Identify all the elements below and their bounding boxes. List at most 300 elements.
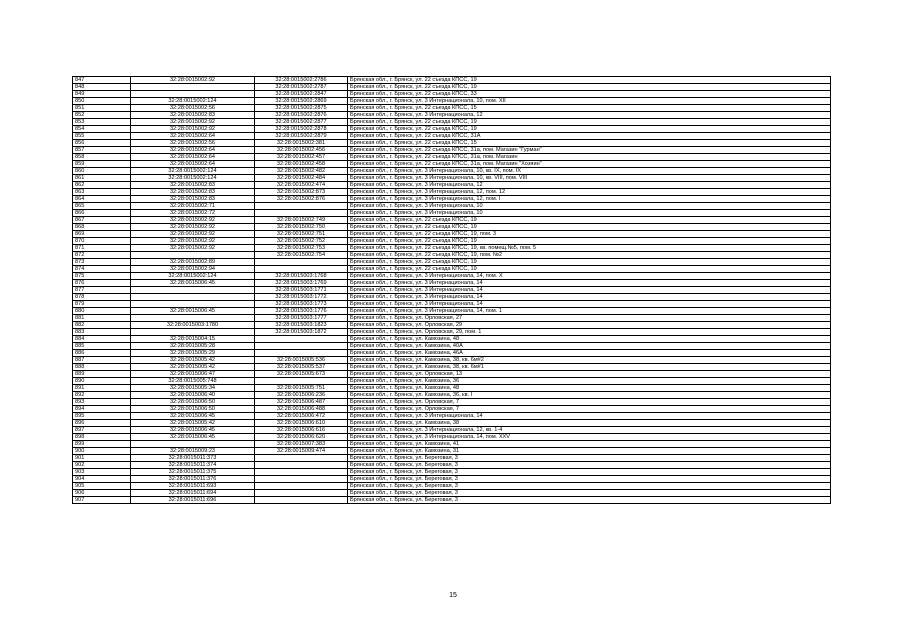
row-number-cell: 851 — [73, 105, 131, 112]
table-row — [73, 497, 831, 504]
row-number-cell: 887 — [73, 357, 131, 364]
object-cadastral-number-cell: 32:28:0015006:610 — [255, 420, 348, 427]
row-number-cell: 867 — [73, 217, 131, 224]
table-row — [73, 329, 831, 336]
object-cadastral-number-cell: 32:28:0015003:1769 — [255, 280, 348, 287]
table-row — [73, 238, 831, 245]
object-cadastral-number-cell: 32:28:0015006:472 — [255, 413, 348, 420]
table-row — [73, 350, 831, 357]
table-row — [73, 455, 831, 462]
object-cadastral-number-cell — [255, 462, 348, 469]
land-cadastral-number-cell: 32:28:0015011:373 — [131, 455, 255, 462]
land-cadastral-number-cell: 32:28:0015009:23 — [131, 448, 255, 455]
land-cadastral-number-cell: 32:28:0015006:40 — [131, 392, 255, 399]
land-cadastral-number-cell: 32:28:0015006:45 — [131, 308, 255, 315]
object-cadastral-number-cell — [255, 336, 348, 343]
land-cadastral-number-cell: 32:28:0015003:1780 — [131, 322, 255, 329]
object-cadastral-number-cell: 32:28:0015003:1823 — [255, 322, 348, 329]
address-cell: Брянская обл., г. Брянск, ул. 22 съезда КПСС, 31а, пом. Магазин "Хозяин" — [348, 161, 831, 168]
land-cadastral-number-cell: 32:28:0015005:748 — [131, 378, 255, 385]
table-row — [73, 427, 831, 434]
row-number-cell: 858 — [73, 154, 131, 161]
table-row — [73, 112, 831, 119]
object-cadastral-number-cell — [255, 469, 348, 476]
object-cadastral-number-cell: 32:28:0015003:1772 — [255, 294, 348, 301]
row-number-cell: 902 — [73, 462, 131, 469]
table-row — [73, 91, 831, 98]
address-cell: Брянская обл., г. Брянск, ул. Береговая, 3 — [348, 462, 831, 469]
address-cell: Брянская обл., г. Брянск, ул. Орловская, 7 — [348, 406, 831, 413]
address-cell: Брянская обл., г. Брянск, ул. 3 Интернационала, 14 — [348, 287, 831, 294]
land-cadastral-number-cell: 32:28:0015006:45 — [131, 280, 255, 287]
row-number-cell: 873 — [73, 259, 131, 266]
address-cell: Брянская обл., г. Брянск, ул. Орловская, 29 — [348, 322, 831, 329]
address-cell: Брянская обл., г. Брянск, ул. 3 Интернационала, 12 — [348, 112, 831, 119]
object-cadastral-number-cell: 32:28:0015009:474 — [255, 448, 348, 455]
land-cadastral-number-cell: 32:28:0015005:42 — [131, 420, 255, 427]
address-cell: Брянская обл., г. Брянск, ул. Береговая, 3 — [348, 469, 831, 476]
object-cadastral-number-cell: 32:28:0015002:2786 — [255, 77, 348, 84]
address-cell: Брянская обл., г. Брянск, ул. 22 съезда КПСС, 19 — [348, 266, 831, 273]
table-row — [73, 196, 831, 203]
row-number-cell: 874 — [73, 266, 131, 273]
row-number-cell: 872 — [73, 252, 131, 259]
row-number-cell: 886 — [73, 350, 131, 357]
land-cadastral-number-cell: 32:28:0015002:89 — [131, 259, 255, 266]
object-cadastral-number-cell — [255, 210, 348, 217]
row-number-cell: 864 — [73, 196, 131, 203]
table-row — [73, 189, 831, 196]
address-cell: Брянская обл., г. Брянск, ул. 3 Интернационала, 12, кв. 1-4 — [348, 427, 831, 434]
land-cadastral-number-cell: 32:28:0015002:83 — [131, 189, 255, 196]
object-cadastral-number-cell: 32:28:0015006:488 — [255, 406, 348, 413]
table-row — [73, 399, 831, 406]
object-cadastral-number-cell: 32:28:0015002:2878 — [255, 126, 348, 133]
land-cadastral-number-cell: 32:28:0015002:64 — [131, 161, 255, 168]
table-row — [73, 154, 831, 161]
object-cadastral-number-cell: 32:28:0015002:751 — [255, 231, 348, 238]
land-cadastral-number-cell: 32:28:0015005:42 — [131, 357, 255, 364]
address-cell: Брянская обл., г. Брянск, ул. Камозина, 31 — [348, 448, 831, 455]
table-row — [73, 469, 831, 476]
table-row — [73, 308, 831, 315]
object-cadastral-number-cell: 32:28:0015002:753 — [255, 245, 348, 252]
table-row — [73, 119, 831, 126]
land-cadastral-number-cell: 32:28:0015006:50 — [131, 406, 255, 413]
address-cell: Брянская обл., г. Брянск, ул. 3 Интернационала, 10 — [348, 210, 831, 217]
address-cell: Брянская обл., г. Брянск, ул. Камозина, 38 — [348, 420, 831, 427]
object-cadastral-number-cell: 32:28:0015005:537 — [255, 364, 348, 371]
table-row — [73, 448, 831, 455]
land-cadastral-number-cell: 32:28:0015002:64 — [131, 147, 255, 154]
table-row — [73, 343, 831, 350]
row-number-cell: 860 — [73, 168, 131, 175]
object-cadastral-number-cell: 32:28:0015002:752 — [255, 238, 348, 245]
row-number-cell: 906 — [73, 490, 131, 497]
table-row — [73, 105, 831, 112]
address-cell: Брянская обл., г. Брянск, ул. 22 съезда КПСС, 31а, пом. Магазин "Гурман" — [348, 147, 831, 154]
address-cell: Брянская обл., г. Брянск, ул. 22 съезда КПСС, 19 — [348, 77, 831, 84]
address-cell: Брянская обл., г. Брянск, ул. Береговая, 3 — [348, 455, 831, 462]
table-row — [73, 385, 831, 392]
table-row — [73, 84, 831, 91]
row-number-cell: 894 — [73, 406, 131, 413]
address-cell: Брянская обл., г. Брянск, ул. 22 съезда КПСС, 31а, пом. Магазин — [348, 154, 831, 161]
table-row — [73, 483, 831, 490]
address-cell: Брянская обл., г. Брянск, ул. 22 съезда КПСС, 19 — [348, 224, 831, 231]
land-cadastral-number-cell — [131, 301, 255, 308]
land-cadastral-number-cell: 32:28:0015002:124 — [131, 175, 255, 182]
land-cadastral-number-cell: 32:28:0015002:92 — [131, 224, 255, 231]
land-cadastral-number-cell: 32:28:0015002:83 — [131, 182, 255, 189]
row-number-cell: 857 — [73, 147, 131, 154]
table-row — [73, 168, 831, 175]
row-number-cell: 904 — [73, 476, 131, 483]
table-row — [73, 175, 831, 182]
table-row — [73, 245, 831, 252]
address-cell: Брянская обл., г. Брянск, ул. Камозина, 38, кв. 6м#2 — [348, 357, 831, 364]
object-cadastral-number-cell: 32:28:0015002:2875 — [255, 105, 348, 112]
object-cadastral-number-cell: 32:28:0015002:2877 — [255, 119, 348, 126]
table-row — [73, 336, 831, 343]
land-cadastral-number-cell — [131, 91, 255, 98]
land-cadastral-number-cell: 32:28:0015002:92 — [131, 126, 255, 133]
object-cadastral-number-cell: 32:28:0015005:751 — [255, 385, 348, 392]
address-cell: Брянская обл., г. Брянск, ул. 3 Интернационала, 14, пом. XXV — [348, 434, 831, 441]
land-cadastral-number-cell — [131, 287, 255, 294]
land-cadastral-number-cell — [131, 294, 255, 301]
row-number-cell: 871 — [73, 245, 131, 252]
address-cell: Брянская обл., г. Брянск, ул. 22 съезда КПСС, 31А — [348, 133, 831, 140]
table-row — [73, 490, 831, 497]
object-cadastral-number-cell: 32:28:0015003:1777 — [255, 315, 348, 322]
object-cadastral-number-cell: 32:28:0015007:383 — [255, 441, 348, 448]
table-row — [73, 441, 831, 448]
land-cadastral-number-cell: 32:28:0015002:92 — [131, 77, 255, 84]
address-cell: Брянская обл., г. Брянск, ул. Камозина, 46А — [348, 350, 831, 357]
table-row — [73, 147, 831, 154]
address-cell: Брянская обл., г. Брянск, ул. Камозина, 48 — [348, 336, 831, 343]
object-cadastral-number-cell: 32:28:0015006:236 — [255, 392, 348, 399]
table-row — [73, 133, 831, 140]
table-row — [73, 231, 831, 238]
object-cadastral-number-cell — [255, 483, 348, 490]
row-number-cell: 859 — [73, 161, 131, 168]
land-cadastral-number-cell: 32:28:0015002:92 — [131, 119, 255, 126]
address-cell: Брянская обл., г. Брянск, ул. Орловская, 27 — [348, 315, 831, 322]
object-cadastral-number-cell: 32:28:0015006:487 — [255, 399, 348, 406]
row-number-cell: 870 — [73, 238, 131, 245]
land-cadastral-number-cell: 32:28:0015006:45 — [131, 413, 255, 420]
row-number-cell: 884 — [73, 336, 131, 343]
address-cell: Брянская обл., г. Брянск, ул. 3 Интернационала, 10, пом. XII — [348, 98, 831, 105]
land-cadastral-number-cell: 32:28:0015011:376 — [131, 476, 255, 483]
row-number-cell: 891 — [73, 385, 131, 392]
row-number-cell: 907 — [73, 497, 131, 504]
row-number-cell: 854 — [73, 126, 131, 133]
table-body — [73, 77, 831, 504]
land-cadastral-number-cell: 32:28:0015002:64 — [131, 133, 255, 140]
land-cadastral-number-cell — [131, 252, 255, 259]
object-cadastral-number-cell: 32:28:0015002:456 — [255, 147, 348, 154]
address-cell: Брянская обл., г. Брянск, ул. 3 Интернационала, 14 — [348, 301, 831, 308]
land-cadastral-number-cell: 32:28:0015005:29 — [131, 350, 255, 357]
table-row — [73, 98, 831, 105]
land-cadastral-number-cell: 32:28:0015006:47 — [131, 371, 255, 378]
address-cell: Брянская обл., г. Брянск, ул. Орловская, 13 — [348, 371, 831, 378]
address-cell: Брянская обл., г. Брянск, ул. Береговая, 3 — [348, 476, 831, 483]
address-cell: Брянская обл., г. Брянск, ул. 3 Интернационала, 14 — [348, 413, 831, 420]
row-number-cell: 877 — [73, 287, 131, 294]
object-cadastral-number-cell — [255, 378, 348, 385]
row-number-cell: 895 — [73, 413, 131, 420]
land-cadastral-number-cell: 32:28:0015002:124 — [131, 273, 255, 280]
table-row — [73, 420, 831, 427]
row-number-cell: 901 — [73, 455, 131, 462]
address-cell: Брянская обл., г. Брянск, ул. 3 Интернационала, 14 — [348, 294, 831, 301]
row-number-cell: 893 — [73, 399, 131, 406]
address-cell: Брянская обл., г. Брянск, ул. 22 съезда КПСС, 15 — [348, 140, 831, 147]
address-cell: Брянская обл., г. Брянск, ул. 22 съезда КПСС, 19 — [348, 126, 831, 133]
table-row — [73, 364, 831, 371]
object-cadastral-number-cell: 32:28:0015002:2787 — [255, 84, 348, 91]
row-number-cell: 890 — [73, 378, 131, 385]
address-cell: Брянская обл., г. Брянск, ул. Береговая, 3 — [348, 497, 831, 504]
row-number-cell: 866 — [73, 210, 131, 217]
object-cadastral-number-cell — [255, 497, 348, 504]
address-cell: Брянская обл., г. Брянск, ул. Камозина, 48 — [348, 385, 831, 392]
row-number-cell: 855 — [73, 133, 131, 140]
row-number-cell: 889 — [73, 371, 131, 378]
land-cadastral-number-cell — [131, 84, 255, 91]
row-number-cell: 861 — [73, 175, 131, 182]
land-cadastral-number-cell: 32:28:0015006:45 — [131, 427, 255, 434]
address-cell: Брянская обл., г. Брянск, ул. 3 Интернационала, 10, кв. VIII, пом. VIII — [348, 175, 831, 182]
row-number-cell: 898 — [73, 434, 131, 441]
address-cell: Брянская обл., г. Брянск, ул. Орловская, 7 — [348, 399, 831, 406]
table-row — [73, 413, 831, 420]
row-number-cell: 868 — [73, 224, 131, 231]
object-cadastral-number-cell: 32:28:0015002:2847 — [255, 91, 348, 98]
row-number-cell: 863 — [73, 189, 131, 196]
land-cadastral-number-cell — [131, 329, 255, 336]
table-row — [73, 357, 831, 364]
land-cadastral-number-cell: 32:28:0015011:375 — [131, 469, 255, 476]
table-row — [73, 161, 831, 168]
land-cadastral-number-cell: 32:28:0015011:693 — [131, 483, 255, 490]
row-number-cell: 878 — [73, 294, 131, 301]
land-cadastral-number-cell: 32:28:0015005:34 — [131, 385, 255, 392]
object-cadastral-number-cell: 32:28:0015002:2876 — [255, 112, 348, 119]
table-row — [73, 378, 831, 385]
row-number-cell: 856 — [73, 140, 131, 147]
row-number-cell: 892 — [73, 392, 131, 399]
row-number-cell: 896 — [73, 420, 131, 427]
land-cadastral-number-cell: 32:28:0015011:696 — [131, 497, 255, 504]
address-cell: Брянская обл., г. Брянск, ул. Береговая, 3 — [348, 483, 831, 490]
object-cadastral-number-cell — [255, 455, 348, 462]
row-number-cell: 897 — [73, 427, 131, 434]
object-cadastral-number-cell — [255, 350, 348, 357]
address-cell: Брянская обл., г. Брянск, ул. 22 съезда КПСС, 19, кв. помещ.№5, пом. 5 — [348, 245, 831, 252]
land-cadastral-number-cell: 32:28:0015006:50 — [131, 399, 255, 406]
object-cadastral-number-cell: 32:28:0015002:482 — [255, 168, 348, 175]
row-number-cell: 881 — [73, 315, 131, 322]
object-cadastral-number-cell: 32:28:0015002:2879 — [255, 133, 348, 140]
address-cell: Брянская обл., г. Брянск, ул. 22 съезда КПСС, 19 — [348, 238, 831, 245]
land-cadastral-number-cell: 32:28:0015002:92 — [131, 238, 255, 245]
table-row — [73, 77, 831, 84]
object-cadastral-number-cell: 32:28:0015005:673 — [255, 371, 348, 378]
table-row — [73, 252, 831, 259]
land-cadastral-number-cell: 32:28:0015004:15 — [131, 336, 255, 343]
object-cadastral-number-cell — [255, 343, 348, 350]
object-cadastral-number-cell: 32:28:0015003:1768 — [255, 273, 348, 280]
object-cadastral-number-cell — [255, 203, 348, 210]
row-number-cell: 879 — [73, 301, 131, 308]
table-row — [73, 126, 831, 133]
table-row — [73, 210, 831, 217]
land-cadastral-number-cell: 32:28:0015011:694 — [131, 490, 255, 497]
table-row — [73, 273, 831, 280]
address-cell: Брянская обл., г. Брянск, ул. Камозина, 36 — [348, 378, 831, 385]
address-cell: Брянская обл., г. Брянск, ул. 22 съезда КПСС, 33 — [348, 91, 831, 98]
table-row — [73, 280, 831, 287]
row-number-cell: 882 — [73, 322, 131, 329]
object-cadastral-number-cell: 32:28:0015003:1771 — [255, 287, 348, 294]
row-number-cell: 853 — [73, 119, 131, 126]
row-number-cell: 888 — [73, 364, 131, 371]
object-cadastral-number-cell: 32:28:0015006:616 — [255, 427, 348, 434]
land-cadastral-number-cell: 32:28:0015006:45 — [131, 434, 255, 441]
address-cell: Брянская обл., г. Брянск, ул. Камозина, 41 — [348, 441, 831, 448]
table-row — [73, 217, 831, 224]
object-cadastral-number-cell: 32:28:0015002:484 — [255, 175, 348, 182]
address-cell: Брянская обл., г. Брянск, ул. 22 съезда КПСС, 19, пом. 3 — [348, 231, 831, 238]
land-cadastral-number-cell: 32:28:0015002:64 — [131, 154, 255, 161]
row-number-cell: 905 — [73, 483, 131, 490]
object-cadastral-number-cell: 32:28:0015002:457 — [255, 154, 348, 161]
address-cell: Брянская обл., г. Брянск, ул. 3 Интернационала, 12, пом. 12 — [348, 189, 831, 196]
object-cadastral-number-cell: 32:28:0015003:1776 — [255, 308, 348, 315]
object-cadastral-number-cell: 32:28:0015002:381 — [255, 140, 348, 147]
address-cell: Брянская обл., г. Брянск, ул. 3 Интернационала, 10 — [348, 203, 831, 210]
page-number: 15 — [449, 592, 457, 599]
land-cadastral-number-cell: 32:28:0015011:374 — [131, 462, 255, 469]
land-cadastral-number-cell: 32:28:0015002:72 — [131, 210, 255, 217]
table-row — [73, 371, 831, 378]
object-cadastral-number-cell: 32:28:0015002:876 — [255, 196, 348, 203]
table-row — [73, 287, 831, 294]
table-row — [73, 434, 831, 441]
address-cell: Брянская обл., г. Брянск, ул. Береговая, 3 — [348, 490, 831, 497]
object-cadastral-number-cell: 32:28:0015002:754 — [255, 252, 348, 259]
object-cadastral-number-cell: 32:28:0015002:873 — [255, 189, 348, 196]
land-cadastral-number-cell: 32:28:0015005:42 — [131, 364, 255, 371]
table-row — [73, 140, 831, 147]
table-row — [73, 315, 831, 322]
row-number-cell: 850 — [73, 98, 131, 105]
address-cell: Брянская обл., г. Брянск, ул. 22 съезда КПСС, 19 — [348, 217, 831, 224]
object-cadastral-number-cell — [255, 259, 348, 266]
address-cell: Брянская обл., г. Брянск, ул. 3 Интернационала, 14, пом. X — [348, 273, 831, 280]
table-row — [73, 203, 831, 210]
table-row — [73, 301, 831, 308]
row-number-cell: 899 — [73, 441, 131, 448]
address-cell: Брянская обл., г. Брянск, ул. 3 Интернационала, 14 — [348, 280, 831, 287]
address-cell: Брянская обл., г. Брянск, ул. 22 съезда КПСС, 19 — [348, 84, 831, 91]
row-number-cell: 848 — [73, 84, 131, 91]
table-row — [73, 182, 831, 189]
row-number-cell: 900 — [73, 448, 131, 455]
object-cadastral-number-cell: 32:28:0015003:1773 — [255, 301, 348, 308]
land-cadastral-number-cell: 32:28:0015002:124 — [131, 168, 255, 175]
land-cadastral-number-cell: 32:28:0015002:124 — [131, 98, 255, 105]
object-cadastral-number-cell: 32:28:0015002:2869 — [255, 98, 348, 105]
address-cell: Брянская обл., г. Брянск, ул. Камозина, 36, кв. I — [348, 392, 831, 399]
table-row — [73, 322, 831, 329]
land-cadastral-number-cell: 32:28:0015002:56 — [131, 140, 255, 147]
table-row — [73, 462, 831, 469]
row-number-cell: 869 — [73, 231, 131, 238]
row-number-cell: 883 — [73, 329, 131, 336]
land-cadastral-number-cell — [131, 441, 255, 448]
row-number-cell: 876 — [73, 280, 131, 287]
address-cell: Брянская обл., г. Брянск, ул. 22 съезда КПСС, 19 — [348, 119, 831, 126]
table-row — [73, 392, 831, 399]
table-row — [73, 259, 831, 266]
row-number-cell: 849 — [73, 91, 131, 98]
address-cell: Брянская обл., г. Брянск, ул. Камозина, 40А — [348, 343, 831, 350]
row-number-cell: 852 — [73, 112, 131, 119]
row-number-cell: 847 — [73, 77, 131, 84]
object-cadastral-number-cell: 32:28:0015002:458 — [255, 161, 348, 168]
address-cell: Брянская обл., г. Брянск, ул. Орловская, 29, пом. 1 — [348, 329, 831, 336]
row-number-cell: 862 — [73, 182, 131, 189]
table-row — [73, 266, 831, 273]
address-cell: Брянская обл., г. Брянск, ул. 3 Интернационала, 10, кв. IX, пом. IX — [348, 168, 831, 175]
address-cell: Брянская обл., г. Брянск, ул. 3 Интернационала, 12 — [348, 182, 831, 189]
land-cadastral-number-cell: 32:28:0015005:28 — [131, 343, 255, 350]
land-cadastral-number-cell: 32:28:0015002:83 — [131, 112, 255, 119]
address-cell: Брянская обл., г. Брянск, ул. 3 Интернационала, 12, пом. I — [348, 196, 831, 203]
object-cadastral-number-cell — [255, 490, 348, 497]
address-cell: Брянская обл., г. Брянск, ул. 22 съезда КПСС, 19 — [348, 259, 831, 266]
land-cadastral-number-cell: 32:28:0015002:92 — [131, 217, 255, 224]
table-row — [73, 294, 831, 301]
land-cadastral-number-cell: 32:28:0015002:71 — [131, 203, 255, 210]
table-row — [73, 406, 831, 413]
land-cadastral-number-cell: 32:28:0015002:92 — [131, 231, 255, 238]
object-cadastral-number-cell — [255, 266, 348, 273]
table-row — [73, 476, 831, 483]
land-cadastral-number-cell — [131, 315, 255, 322]
object-cadastral-number-cell: 32:28:0015002:474 — [255, 182, 348, 189]
row-number-cell: 885 — [73, 343, 131, 350]
address-cell: Брянская обл., г. Брянск, ул. 3 Интернационала, 14, пом. 1 — [348, 308, 831, 315]
address-cell: Брянская обл., г. Брянск, ул. 22 съезда КПСС, 15 — [348, 105, 831, 112]
row-number-cell: 865 — [73, 203, 131, 210]
land-cadastral-number-cell: 32:28:0015002:56 — [131, 105, 255, 112]
object-cadastral-number-cell: 32:28:0015006:620 — [255, 434, 348, 441]
land-cadastral-number-cell: 32:28:0015002:94 — [131, 266, 255, 273]
object-cadastral-number-cell — [255, 476, 348, 483]
row-number-cell: 875 — [73, 273, 131, 280]
land-cadastral-number-cell: 32:28:0015002:83 — [131, 196, 255, 203]
object-cadastral-number-cell: 32:28:0015003:1872 — [255, 329, 348, 336]
address-cell: Брянская обл., г. Брянск, ул. 22 съезда КПСС, 19, пом. №2 — [348, 252, 831, 259]
row-number-cell: 880 — [73, 308, 131, 315]
